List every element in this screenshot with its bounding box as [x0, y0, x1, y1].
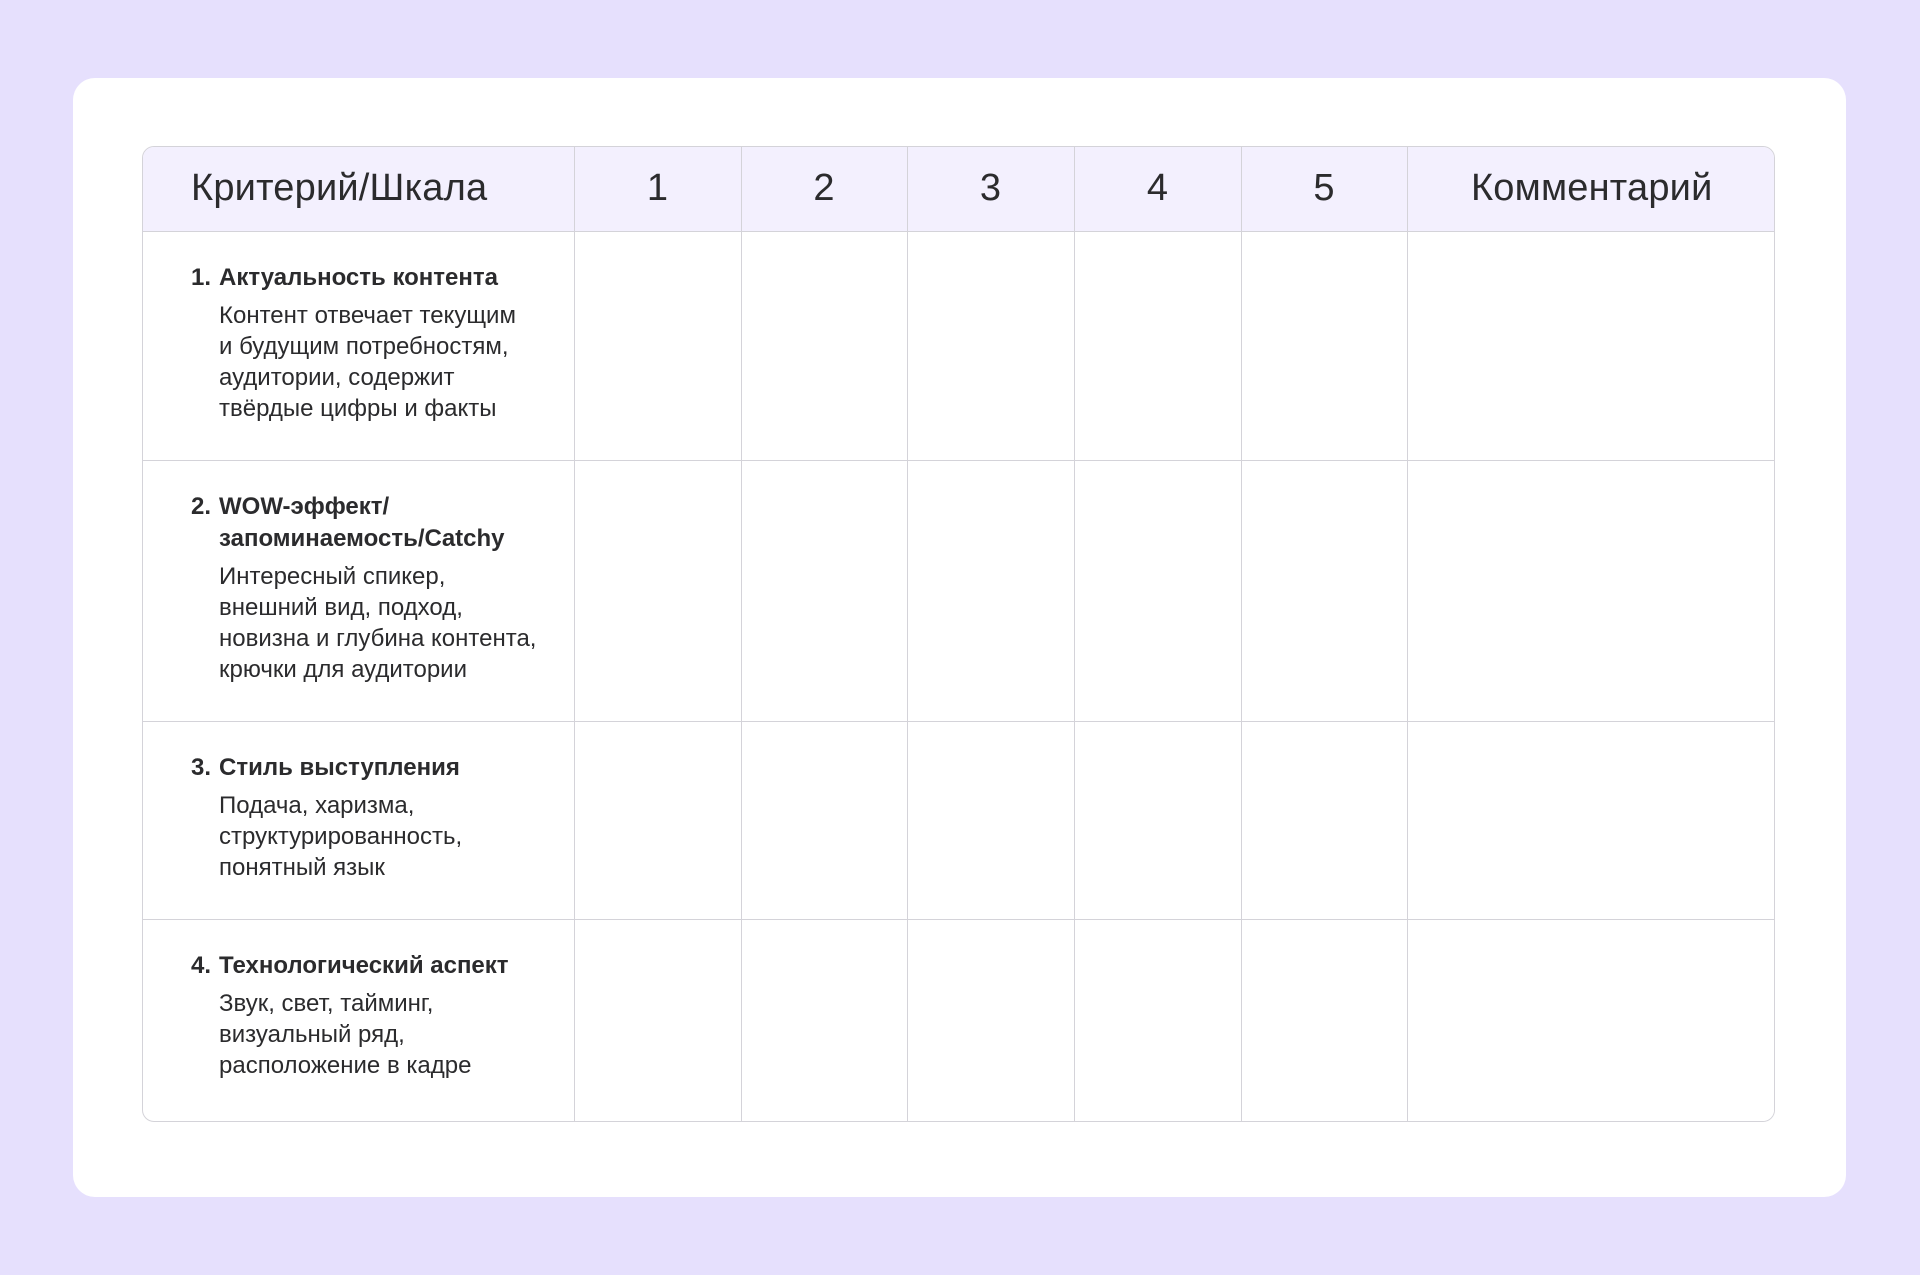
score-cell-3[interactable] [907, 460, 1074, 721]
score-cell-3[interactable] [907, 721, 1074, 919]
table-row [143, 231, 1775, 460]
score-cell-5[interactable] [1241, 919, 1407, 1122]
score-cell-2[interactable] [741, 460, 907, 721]
header-criteria-scale: Критерий/Шкала [143, 147, 574, 231]
score-cell-1[interactable] [574, 721, 741, 919]
comment-cell[interactable] [1407, 919, 1775, 1122]
header-score-2: 2 [741, 147, 907, 231]
evaluation-table-frame [142, 146, 1775, 1122]
score-cell-4[interactable] [1074, 721, 1241, 919]
criteria-title-text: Стиль выступления [219, 753, 460, 781]
criteria-description: Контент отвечает текущим и будущим потребностям, аудитории, содержит твёрдые цифры и факты [219, 301, 516, 422]
header-score-1: 1 [574, 147, 741, 231]
header-comment: Комментарий [1407, 147, 1775, 231]
criteria-description: Интересный спикер, внешний вид, подход, новизна и глубина контента, крючки для аудитории [219, 562, 537, 683]
score-cell-3[interactable] [907, 231, 1074, 460]
score-cell-2[interactable] [741, 231, 907, 460]
criteria-cell [143, 231, 574, 460]
criteria-number: 3. [191, 753, 212, 781]
table-row [143, 919, 1775, 1122]
criteria-description: Звук, свет, тайминг, визуальный ряд, расположение в кадре [219, 989, 472, 1079]
criteria-cell [143, 919, 574, 1122]
score-cell-2[interactable] [741, 721, 907, 919]
score-cell-5[interactable] [1241, 231, 1407, 460]
criteria-title-text: Актуальность контента [219, 263, 498, 291]
score-cell-1[interactable] [574, 919, 741, 1122]
table-row [143, 460, 1775, 721]
comment-cell[interactable] [1407, 231, 1775, 460]
header-score-3: 3 [907, 147, 1074, 231]
criteria-title [191, 950, 556, 982]
score-cell-3[interactable] [907, 919, 1074, 1122]
criteria-number: 2. [191, 492, 212, 520]
criteria-title [191, 491, 556, 555]
score-cell-4[interactable] [1074, 919, 1241, 1122]
header-score-5: 5 [1241, 147, 1407, 231]
criteria-title-text: WOW-эффект/ запоминаемость/Catchy [219, 492, 505, 552]
evaluation-table [143, 147, 1775, 1122]
score-cell-1[interactable] [574, 231, 741, 460]
table-header-row [143, 147, 1775, 231]
score-cell-2[interactable] [741, 919, 907, 1122]
score-cell-4[interactable] [1074, 460, 1241, 721]
criteria-title [191, 752, 556, 784]
criteria-number: 4. [191, 951, 212, 979]
header-score-4: 4 [1074, 147, 1241, 231]
criteria-description: Подача, харизма, структурированность, понятный язык [219, 791, 463, 881]
evaluation-card [73, 78, 1846, 1197]
score-cell-5[interactable] [1241, 721, 1407, 919]
criteria-title [191, 262, 556, 294]
criteria-title-text: Технологический аспект [219, 951, 509, 979]
table-row [143, 721, 1775, 919]
comment-cell[interactable] [1407, 721, 1775, 919]
score-cell-1[interactable] [574, 460, 741, 721]
score-cell-4[interactable] [1074, 231, 1241, 460]
criteria-cell [143, 721, 574, 919]
comment-cell[interactable] [1407, 460, 1775, 721]
criteria-cell [143, 460, 574, 721]
score-cell-5[interactable] [1241, 460, 1407, 721]
criteria-number: 1. [191, 263, 212, 291]
